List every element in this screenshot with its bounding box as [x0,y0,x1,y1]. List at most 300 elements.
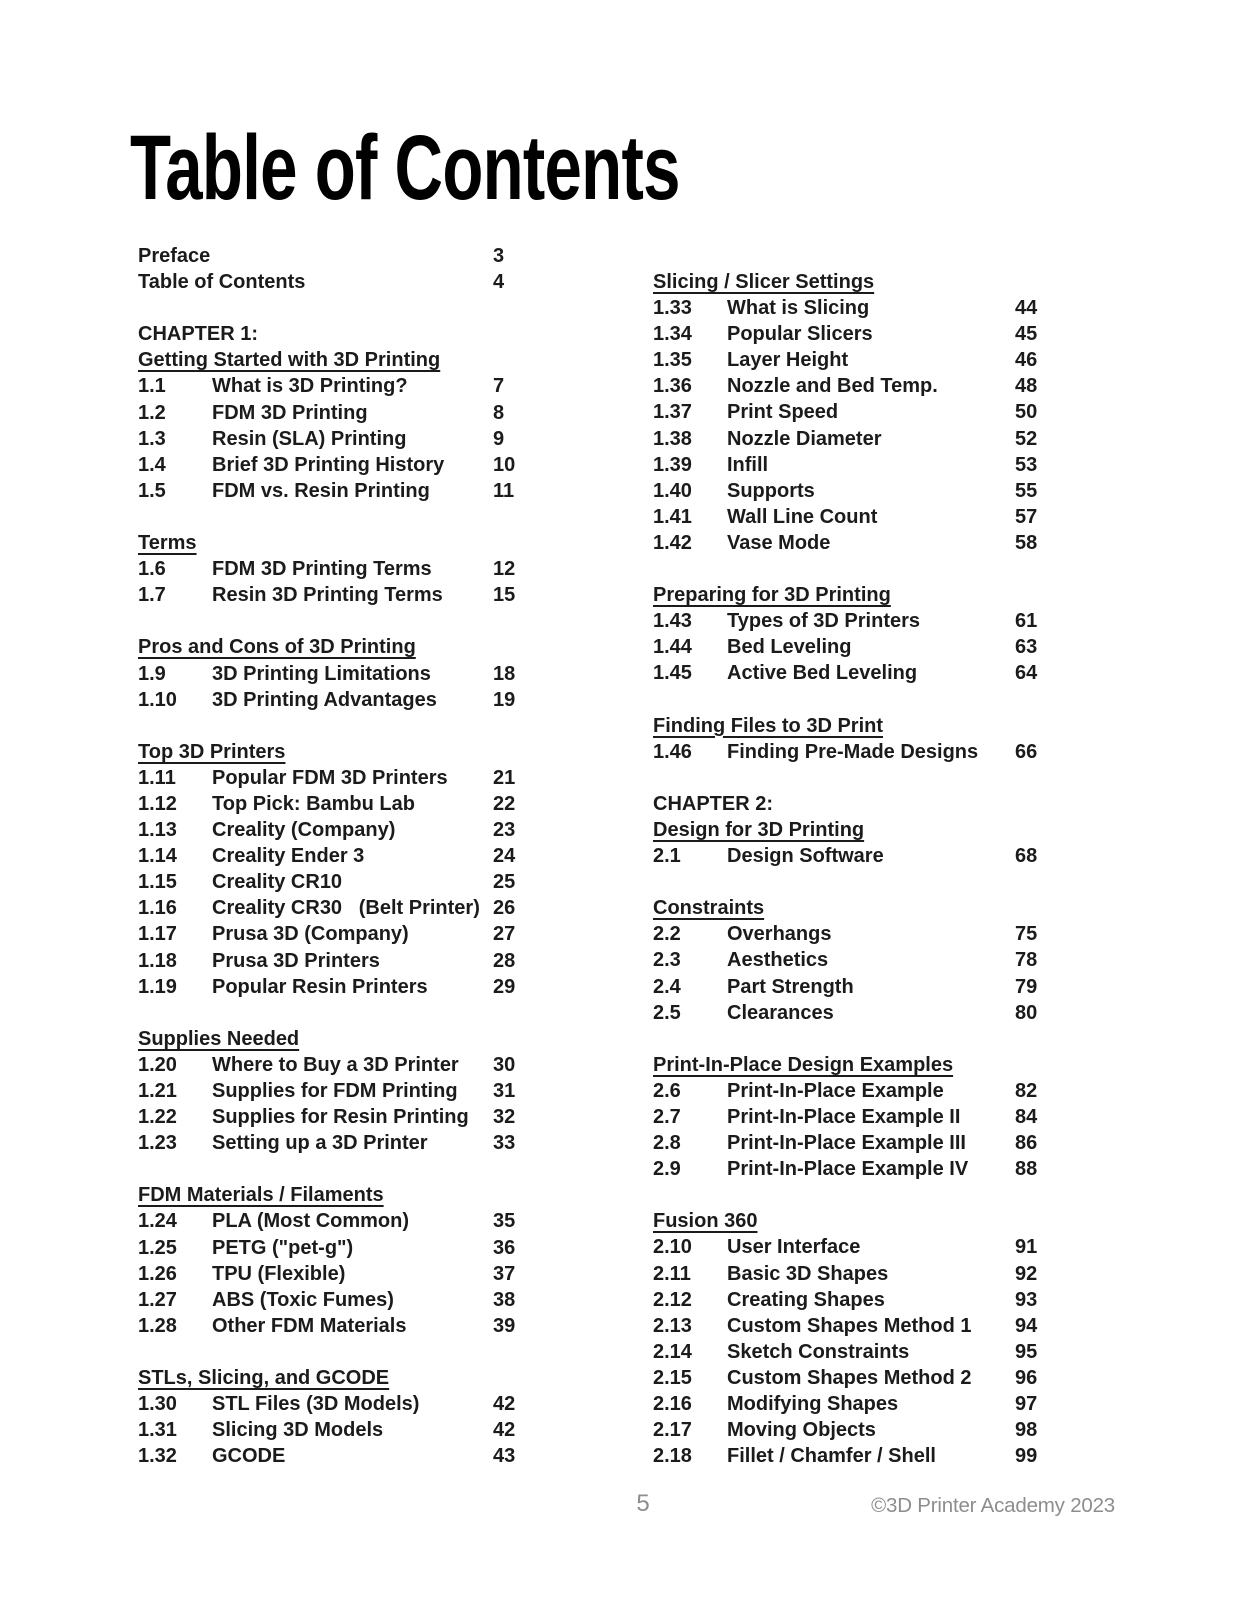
toc-entry-number: 1.30 [138,1393,177,1416]
toc-row [138,634,638,660]
toc-entry-title: User Interface [727,1236,861,1259]
toc-entry-number: 1.1 [138,375,166,398]
toc-entry-title: GCODE [212,1445,286,1468]
toc-entry-page: 4 [493,271,505,294]
toc-entry-number: 1.46 [653,740,692,763]
toc-spacer-row [653,687,1153,713]
toc-chapter-label: CHAPTER 1: [138,323,259,346]
toc-entry-title: TPU (Flexible) [212,1262,346,1285]
toc-entry-title: PLA (Most Common) [212,1210,410,1233]
toc-entry-page: 68 [1015,845,1038,868]
toc-entry-page: 31 [493,1080,516,1102]
toc-row [138,974,638,1000]
toc-entry-number: 1.21 [138,1080,177,1102]
toc-entry-number: 1.25 [138,1236,177,1259]
toc-entry-title: Popular FDM 3D Printers [212,766,448,789]
toc-entry-title: 3D Printing Limitations [212,662,431,685]
toc-entry-number: 1.34 [653,323,692,346]
toc-entry-page: 38 [493,1288,516,1311]
toc-row [138,1261,638,1287]
toc-entry-page: 98 [1015,1419,1038,1442]
toc-entry-number: 2.11 [653,1262,691,1285]
toc-entry-number: 2.8 [653,1132,681,1155]
toc-row [138,1287,638,1313]
toc-entry-title: Popular Slicers [727,323,873,346]
toc-entry-page: 39 [493,1314,516,1337]
toc-entry-page: 92 [1015,1262,1038,1285]
toc-entry-page: 22 [493,792,516,815]
toc-entry-number: 2.15 [653,1366,692,1389]
toc-entry-page: 7 [493,375,505,398]
toc-entry-title: Wall Line Count [727,505,878,528]
toc-entry-title: Finding Pre-Made Designs [727,740,979,763]
toc-entry-page: 95 [1015,1340,1038,1363]
toc-entry-number: 1.13 [138,819,177,842]
toc-entry-title: Preface [138,245,211,267]
toc-entry-title: Basic 3D Shapes [727,1262,889,1285]
toc-entry-page: 86 [1015,1132,1038,1155]
toc-entry-title: Print-In-Place Example IV [727,1158,969,1181]
toc-row [138,687,638,713]
toc-section-header: Getting Started with 3D Printing [138,349,441,372]
toc-entry-title: Vase Mode [727,531,831,554]
toc-row [138,478,638,504]
toc-column-left [138,243,638,1469]
toc-entry-title: Active Bed Leveling [727,662,918,685]
toc-entry-number: 2.5 [653,1001,681,1024]
toc-entry-number: 1.6 [138,558,166,581]
toc-row [138,921,638,947]
toc-entry-title: Sketch Constraints [727,1340,910,1363]
toc-spacer-row [138,1339,638,1365]
toc-row [653,608,1153,634]
toc-entry-title: Infill [727,453,769,476]
toc-entry-title: What is 3D Printing? [212,375,408,398]
toc-entry-title: Clearances [727,1001,834,1024]
toc-entry-title: Popular Resin Printers [212,975,428,998]
toc-entry-title: Print-In-Place Example II [727,1106,961,1128]
toc-entry-page: 32 [493,1106,516,1129]
toc-entry-page: 52 [1015,427,1038,450]
toc-entry-page: 43 [493,1445,516,1468]
toc-row [653,1287,1153,1313]
toc-entry-page: 88 [1015,1158,1038,1181]
toc-entry-number: 1.10 [138,688,177,711]
toc-entry-page: 94 [1015,1314,1038,1337]
toc-row [653,582,1153,608]
toc-entry-number: 1.9 [138,662,166,685]
toc-entry-number: 1.7 [138,584,166,607]
toc-row [138,1208,638,1234]
toc-row [138,1130,638,1156]
toc-entry-page: 75 [1015,923,1038,946]
toc-row [653,713,1153,739]
toc-entry-title: STL Files (3D Models) [212,1393,420,1416]
toc-entry-number: 2.9 [653,1158,681,1181]
toc-row [138,1078,638,1104]
toc-row [138,1365,638,1391]
toc-row [653,295,1153,321]
toc-row [653,1313,1153,1339]
toc-row [138,1104,638,1130]
toc-entry-page: 10 [493,453,516,476]
toc-row [138,530,638,556]
toc-entry-page: 36 [493,1236,516,1259]
toc-entry-page: 93 [1015,1288,1038,1311]
toc-entry-title: Resin (SLA) Printing [212,427,407,450]
footer-copyright: ©3D Printer Academy 2023 [871,1494,1115,1517]
toc-section-header: Design for 3D Printing [653,818,865,841]
toc-row [653,947,1153,973]
toc-entry-title: Where to Buy a 3D Printer [212,1053,459,1076]
toc-entry-title: Design Software [727,845,884,868]
toc-row [653,843,1153,869]
toc-row [138,269,638,295]
toc-entry-title: Resin 3D Printing Terms [212,584,443,607]
toc-row [653,921,1153,947]
toc-entry-number: 1.20 [138,1053,177,1076]
toc-entry-page: 42 [493,1393,516,1416]
toc-entry-number: 2.13 [653,1314,692,1337]
toc-entry-title: What is Slicing [727,297,870,320]
toc-entry-number: 2.10 [653,1236,692,1259]
toc-entry-title: Creality Ender 3 [212,845,365,868]
toc-spacer-row [653,1182,1153,1208]
toc-row [138,1182,638,1208]
toc-row [653,974,1153,1000]
toc-spacer-row [653,869,1153,895]
toc-entry-title: Bed Leveling [727,636,852,659]
toc-entry-number: 2.3 [653,949,681,972]
toc-entry-page: 11 [493,479,515,502]
toc-entry-title: Custom Shapes Method 1 [727,1314,972,1337]
toc-entry-page: 12 [493,558,516,581]
toc-row [138,895,638,921]
toc-row [138,426,638,452]
toc-entry-page: 91 [1015,1236,1038,1259]
toc-spacer-row [138,1156,638,1182]
toc-entry-number: 1.36 [653,375,692,398]
toc-entry-page: 29 [493,975,516,998]
toc-entry-title: Layer Height [727,349,849,372]
toc-entry-number: 1.11 [138,766,176,789]
toc-entry-page: 48 [1015,375,1038,398]
toc-entry-page: 58 [1015,531,1038,554]
toc-entry-title: Custom Shapes Method 2 [727,1366,972,1389]
toc-entry-title: Overhangs [727,923,832,946]
toc-entry-title: Aesthetics [727,949,829,972]
toc-entry-page: 26 [493,897,516,920]
toc-entry-number: 1.15 [138,871,177,894]
toc-entry-title: Top Pick: Bambu Lab [212,792,415,815]
toc-entry-title: Table of Contents [138,271,306,294]
toc-row [138,948,638,974]
toc-entry-number: 1.32 [138,1445,177,1468]
toc-entry-page: 55 [1015,479,1038,502]
footer-page-number: 5 [636,1490,650,1517]
toc-entry-title: Print Speed [727,401,839,424]
toc-entry-page: 61 [1015,610,1038,633]
toc-row [653,1417,1153,1443]
toc-row [138,243,638,269]
toc-row [138,556,638,582]
toc-entry-page: 96 [1015,1366,1038,1389]
toc-row [653,895,1153,921]
toc-entry-title: FDM 3D Printing Terms [212,558,432,581]
toc-row [138,373,638,399]
toc-entry-title: Other FDM Materials [212,1314,407,1337]
toc-entry-number: 1.12 [138,792,177,815]
toc-entry-page: 3 [493,245,505,267]
toc-entry-page: 25 [493,871,516,894]
toc-entry-page: 37 [493,1262,516,1285]
toc-entry-page: 42 [493,1419,516,1442]
toc-entry-number: 2.17 [653,1419,692,1442]
toc-row [653,1130,1153,1156]
toc-row [653,1052,1153,1078]
toc-section-header: Fusion 360 [653,1210,758,1233]
toc-entry-number: 1.19 [138,975,177,998]
toc-entry-number: 1.41 [653,505,692,528]
toc-entry-page: 99 [1015,1445,1038,1468]
toc-entry-number: 2.7 [653,1106,681,1128]
toc-row [653,321,1153,347]
toc-row [653,1078,1153,1104]
toc-entry-page: 24 [493,845,516,868]
toc-entry-number: 1.4 [138,453,166,476]
toc-entry-title: Modifying Shapes [727,1393,899,1416]
toc-entry-number: 1.24 [138,1210,177,1233]
toc-row [138,1443,638,1469]
toc-column-right [653,269,1153,1469]
toc-entry-title: Print-In-Place Example III [727,1132,966,1155]
toc-row [138,817,638,843]
toc-entry-page: 78 [1015,949,1038,972]
toc-entry-number: 1.16 [138,897,177,920]
toc-section-header: Terms [138,532,197,555]
toc-entry-number: 1.3 [138,427,166,450]
toc-entry-title: Supports [727,479,815,502]
toc-entry-page: 21 [493,766,516,789]
toc-row [653,452,1153,478]
toc-row [138,1235,638,1261]
toc-entry-number: 2.12 [653,1288,692,1311]
toc-spacer-row [138,608,638,634]
toc-entry-page: 15 [493,584,516,607]
toc-entry-title: FDM 3D Printing [212,401,368,424]
toc-entry-number: 2.18 [653,1445,692,1468]
toc-entry-title: Print-In-Place Example [727,1079,944,1102]
toc-section-header: Print-In-Place Design Examples [653,1053,954,1076]
toc-entry-page: 53 [1015,453,1038,476]
toc-row [138,400,638,426]
toc-row [653,1261,1153,1287]
toc-entry-title: Slicing 3D Models [212,1419,384,1442]
toc-entry-title: PETG ("pet-g") [212,1236,354,1259]
toc-entry-number: 2.16 [653,1393,692,1416]
toc-row [653,1365,1153,1391]
toc-entry-page: 19 [493,688,516,711]
toc-entry-title: Types of 3D Printers [727,610,921,633]
toc-row [653,269,1153,295]
toc-spacer-row [138,713,638,739]
toc-entry-page: 84 [1015,1106,1038,1128]
toc-row [653,347,1153,373]
toc-entry-page: 28 [493,949,516,972]
toc-row [138,765,638,791]
toc-row [138,843,638,869]
toc-spacer-row [653,765,1153,791]
toc-entry-number: 1.37 [653,401,692,424]
toc-entry-number: 1.22 [138,1106,177,1129]
toc-spacer-row [653,1026,1153,1052]
toc-entry-number: 2.1 [653,845,681,868]
toc-row [653,478,1153,504]
toc-entry-page: 50 [1015,401,1038,424]
toc-row [653,504,1153,530]
toc-row [653,426,1153,452]
toc-entry-number: 1.43 [653,610,692,633]
toc-entry-title: FDM vs. Resin Printing [212,479,430,502]
toc-row [138,452,638,478]
toc-row [653,817,1153,843]
toc-entry-number: 1.5 [138,479,166,502]
toc-entry-number: 1.14 [138,845,177,868]
toc-spacer-row [653,556,1153,582]
toc-row [653,530,1153,556]
toc-row [138,582,638,608]
toc-entry-title: Supplies for Resin Printing [212,1106,469,1129]
toc-entry-page: 33 [493,1132,516,1155]
toc-entry-page: 45 [1015,323,1038,346]
toc-entry-number: 1.26 [138,1262,177,1285]
toc-row [653,660,1153,686]
page-title: Table of Contents [130,117,680,219]
toc-row [653,1443,1153,1469]
toc-entry-title: Supplies for FDM Printing [212,1080,458,1102]
toc-row [138,1313,638,1339]
toc-row [653,1234,1153,1260]
toc-entry-number: 1.2 [138,401,166,424]
toc-entry-title: Creality CR10 [212,871,343,894]
toc-entry-page: 66 [1015,740,1038,763]
toc-row [138,321,638,347]
toc-entry-number: 1.18 [138,949,177,972]
toc-entry-title: Brief 3D Printing History [212,453,445,476]
toc-entry-title: ABS (Toxic Fumes) [212,1288,394,1311]
toc-row [653,634,1153,660]
toc-row [138,1391,638,1417]
toc-entry-title: Nozzle and Bed Temp. [727,375,938,398]
toc-entry-number: 2.6 [653,1079,681,1102]
toc-section-header: Slicing / Slicer Settings [653,271,875,293]
toc-entry-page: 18 [493,662,516,685]
toc-entry-page: 64 [1015,662,1038,685]
toc-entry-page: 80 [1015,1001,1038,1024]
toc-spacer-row [138,1000,638,1026]
toc-entry-page: 79 [1015,975,1038,998]
toc-entry-page: 46 [1015,349,1038,372]
toc-row [138,739,638,765]
toc-row [653,1000,1153,1026]
toc-row [653,1391,1153,1417]
toc-entry-number: 1.31 [138,1419,177,1442]
toc-row [138,1026,638,1052]
toc-row [653,1339,1153,1365]
toc-entry-number: 1.27 [138,1288,177,1311]
toc-row [653,739,1153,765]
toc-row [138,791,638,817]
toc-entry-number: 2.14 [653,1340,692,1363]
toc-entry-title: Prusa 3D Printers [212,949,380,972]
toc-entry-number: 1.40 [653,479,692,502]
toc-entry-page: 30 [493,1053,516,1076]
toc-entry-number: 2.2 [653,923,681,946]
toc-entry-title: Nozzle Diameter [727,427,882,450]
toc-section-header: STLs, Slicing, and GCODE [138,1367,390,1390]
toc-entry-number: 1.28 [138,1314,177,1337]
toc-row [653,1156,1153,1182]
toc-section-header: Constraints [653,897,765,920]
toc-row [653,791,1153,817]
toc-row [138,869,638,895]
toc-section-header: FDM Materials / Filaments [138,1184,384,1207]
toc-row [138,1052,638,1078]
toc-section-header: Supplies Needed [138,1027,300,1050]
toc-entry-title: Creality (Company) [212,819,396,842]
toc-row [653,373,1153,399]
toc-entry-title: Setting up a 3D Printer [212,1132,428,1155]
toc-entry-title: Creality CR30 (Belt Printer) [212,897,480,920]
toc-entry-title: 3D Printing Advantages [212,688,437,711]
toc-entry-number: 1.38 [653,427,692,450]
toc-row [138,347,638,373]
toc-entry-number: 2.4 [653,975,681,998]
toc-spacer-row [138,295,638,321]
toc-section-header: Pros and Cons of 3D Printing [138,636,416,659]
toc-entry-number: 1.35 [653,349,692,372]
toc-entry-page: 8 [493,401,505,424]
toc-entry-title: Moving Objects [727,1419,876,1442]
toc-entry-number: 1.42 [653,531,692,554]
toc-entry-page: 23 [493,819,516,842]
toc-entry-page: 82 [1015,1079,1038,1102]
toc-section-header: Preparing for 3D Printing [653,584,891,607]
toc-row [653,1208,1153,1234]
toc-entry-title: Creating Shapes [727,1288,885,1311]
toc-entry-page: 63 [1015,636,1038,659]
toc-entry-page: 27 [493,923,516,946]
toc-spacer-row [138,504,638,530]
toc-row [653,399,1153,425]
toc-entry-number: 1.45 [653,662,692,685]
toc-row [138,1417,638,1443]
toc-entry-title: Prusa 3D (Company) [212,923,409,946]
toc-entry-page: 97 [1015,1393,1038,1416]
toc-entry-number: 1.44 [653,636,692,659]
toc-entry-number: 1.17 [138,923,177,946]
toc-row [653,1104,1153,1130]
toc-entry-number: 1.39 [653,453,692,476]
toc-entry-page: 44 [1015,297,1038,320]
toc-entry-page: 9 [493,427,505,450]
toc-section-header: Top 3D Printers [138,740,286,763]
toc-section-header: Finding Files to 3D Print [653,714,883,737]
toc-entry-title: Fillet / Chamfer / Shell [727,1445,936,1468]
toc-entry-page: 35 [493,1210,516,1233]
toc-entry-number: 1.23 [138,1132,177,1155]
toc-chapter-label: CHAPTER 2: [653,792,774,815]
